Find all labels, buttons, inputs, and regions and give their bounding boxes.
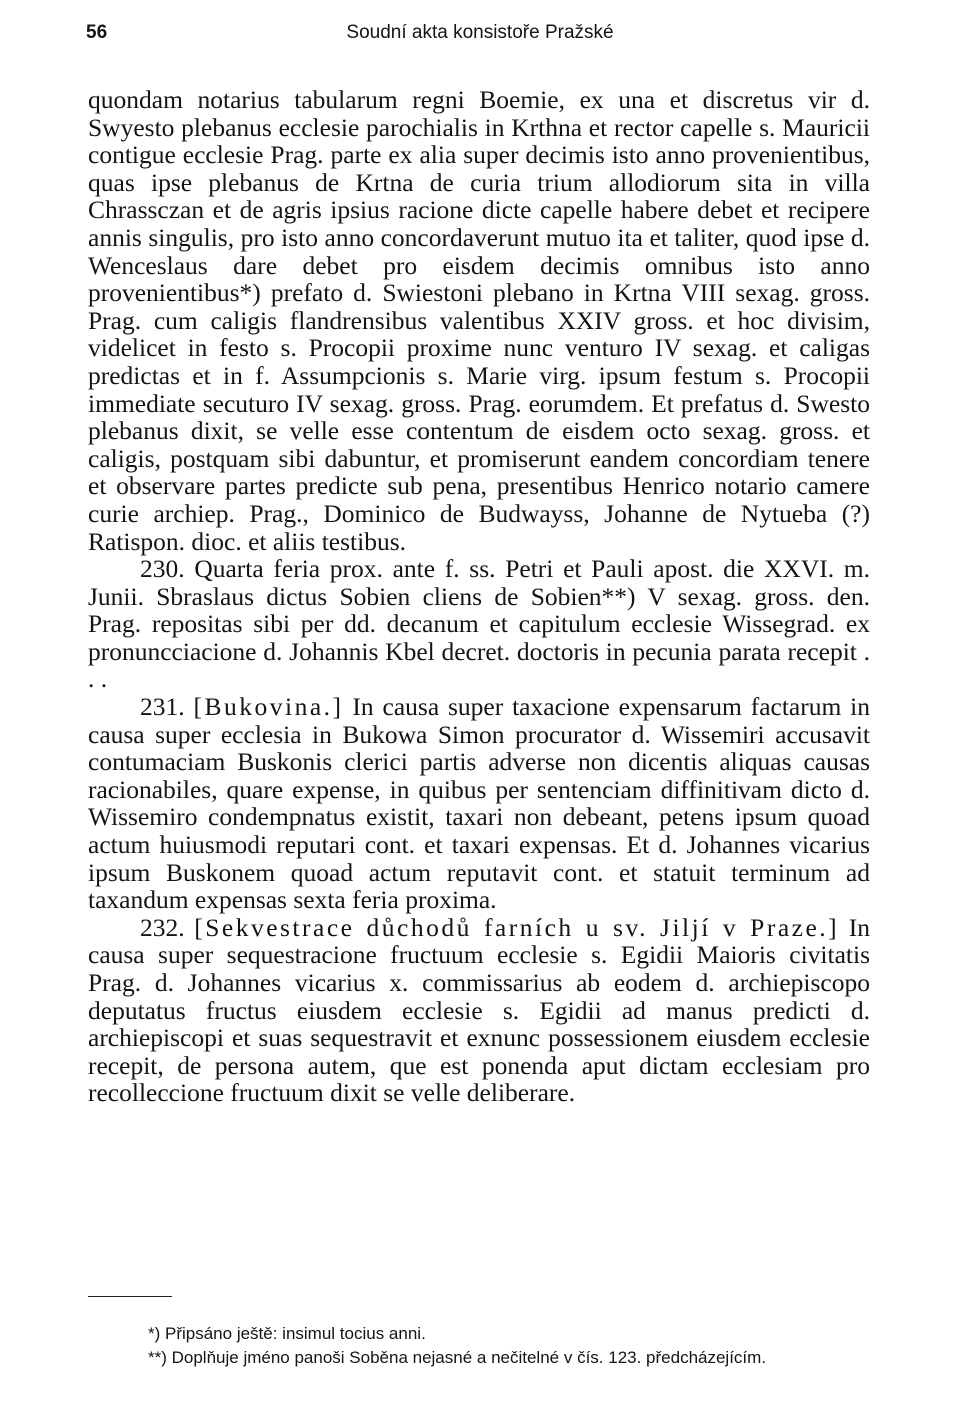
entry-230 bbox=[88, 555, 870, 693]
entry-231 bbox=[88, 693, 870, 914]
footnote-2: **) Doplňuje jméno panoši Soběna nejasné a nečitelné v čís. 123. předcházejícím. bbox=[148, 1348, 767, 1367]
running-title: Soudní akta konsistoře Pražské bbox=[346, 22, 614, 43]
entry-text: In causa super taxacione expensarum factarum in causa super ecclesia in Bukowa Simon procurator d. Wissemiri accusavit contumaciam Buskonis clerici partis adverse non dicentis aliquas causas racionabiles, quare expense, in quibus per sentenciam diffinitivam dicto d. Wissemiro condempnatus existit, taxari non debeant, petens ipsum quoad actum huiusmodi reputari cont. et taxari expensas. Et d. Johannes vicarius ipsum Buskonem quoad actum reputavit cont. et statuit terminum ad taxandum expensas sexta feria proxima. bbox=[88, 692, 871, 915]
footnote-divider bbox=[88, 1296, 172, 1297]
entry-heading: [Sekvestrace důchodů farních u sv. Jiljí v Praze.] bbox=[194, 912, 840, 942]
footnotes bbox=[88, 1322, 870, 1370]
entry-number: 231. bbox=[140, 692, 185, 722]
entry-text: Quarta feria prox. ante f. ss. Petri et Pauli apost. die XXVI. m. Junii. Sbraslaus dictus Sobien cliens de Sobien**) V sexag. gross. den. Prag. repositas sibi per dd. decanum et capitulum ecclesie Wissegrad. ex pronuncciacione d. Johannis Kbel decret. doctoris in pecunia parata recepit . . . bbox=[88, 554, 871, 694]
entry-number: 232. bbox=[140, 912, 185, 942]
entry-number: 230. bbox=[140, 554, 185, 584]
entry-text: In causa super sequestracione fructuum ecclesie s. Egidii Maioris civitatis Prag. d. Johannes vicarius x. commissarius ab eodem d. archiepiscopo deputatus fructus eiusdem ecclesie s. Egidii ad manus predicti d. archiepiscopi et suas sequestravit et exnunc possessionem eiusdem ecclesie recepit, de persona autem, que est ponenda aput dictam ecclesiam pro recolleccione fructuum dixit se velle deliberare. bbox=[88, 912, 871, 1108]
page-number: 56 bbox=[86, 22, 108, 43]
body-text bbox=[88, 86, 870, 1107]
paragraph-continuation: quondam notarius tabularum regni Boemie, ex una et discretus vir d. Swyesto plebanus ecclesie parochialis in Krthna et rector capelle s. Mauricii contigue ecclesie Prag. parte ex alia super decimis isto anno provenientibus, quas ipse plebanus de Krtna de curia trium allodiorum sita in villa Chrassczan et de agris ipsius racione dicte capelle habere debet et recipere annis singulis, pro isto anno concordaverunt mutuo ita et taliter, quod ipse d. Wenceslaus dare debet pro eisdem decimis omnibus isto anno provenientibus*) prefato d. Swiestoni plebano in Krtna VIII sexag. gross. Prag. cum caligis flandrensibus valentibus XXIV gross. et hoc divisim, videlicet in festo s. Procopii proxime nunc venturo IV sexag. et caligas predictas et in f. Assumpcionis s. Marie virg. ipsum festum s. Procopii immediate secuturo IV sexag. gross. Prag. eorumdem. Et prefatus d. Swesto plebanus dixit, se velle esse contentum de eisdem octo sexag. gross. et caligis, postquam sibi dabuntur, et promiserunt eandem concordiam tenere et observare partes predicte sub pena, presentibus Henrico notario camere curie archiep. Prag., Dominico de Budwayss, Johanne de Nytueba (?) Ratispon. dioc. et aliis testibus. bbox=[88, 85, 870, 556]
entry-232 bbox=[88, 914, 870, 1107]
footnote-1: *) Připsáno ještě: insimul tocius anni. bbox=[148, 1324, 426, 1343]
page-header bbox=[86, 22, 874, 52]
entry-heading: [Bukovina.] bbox=[193, 692, 344, 722]
